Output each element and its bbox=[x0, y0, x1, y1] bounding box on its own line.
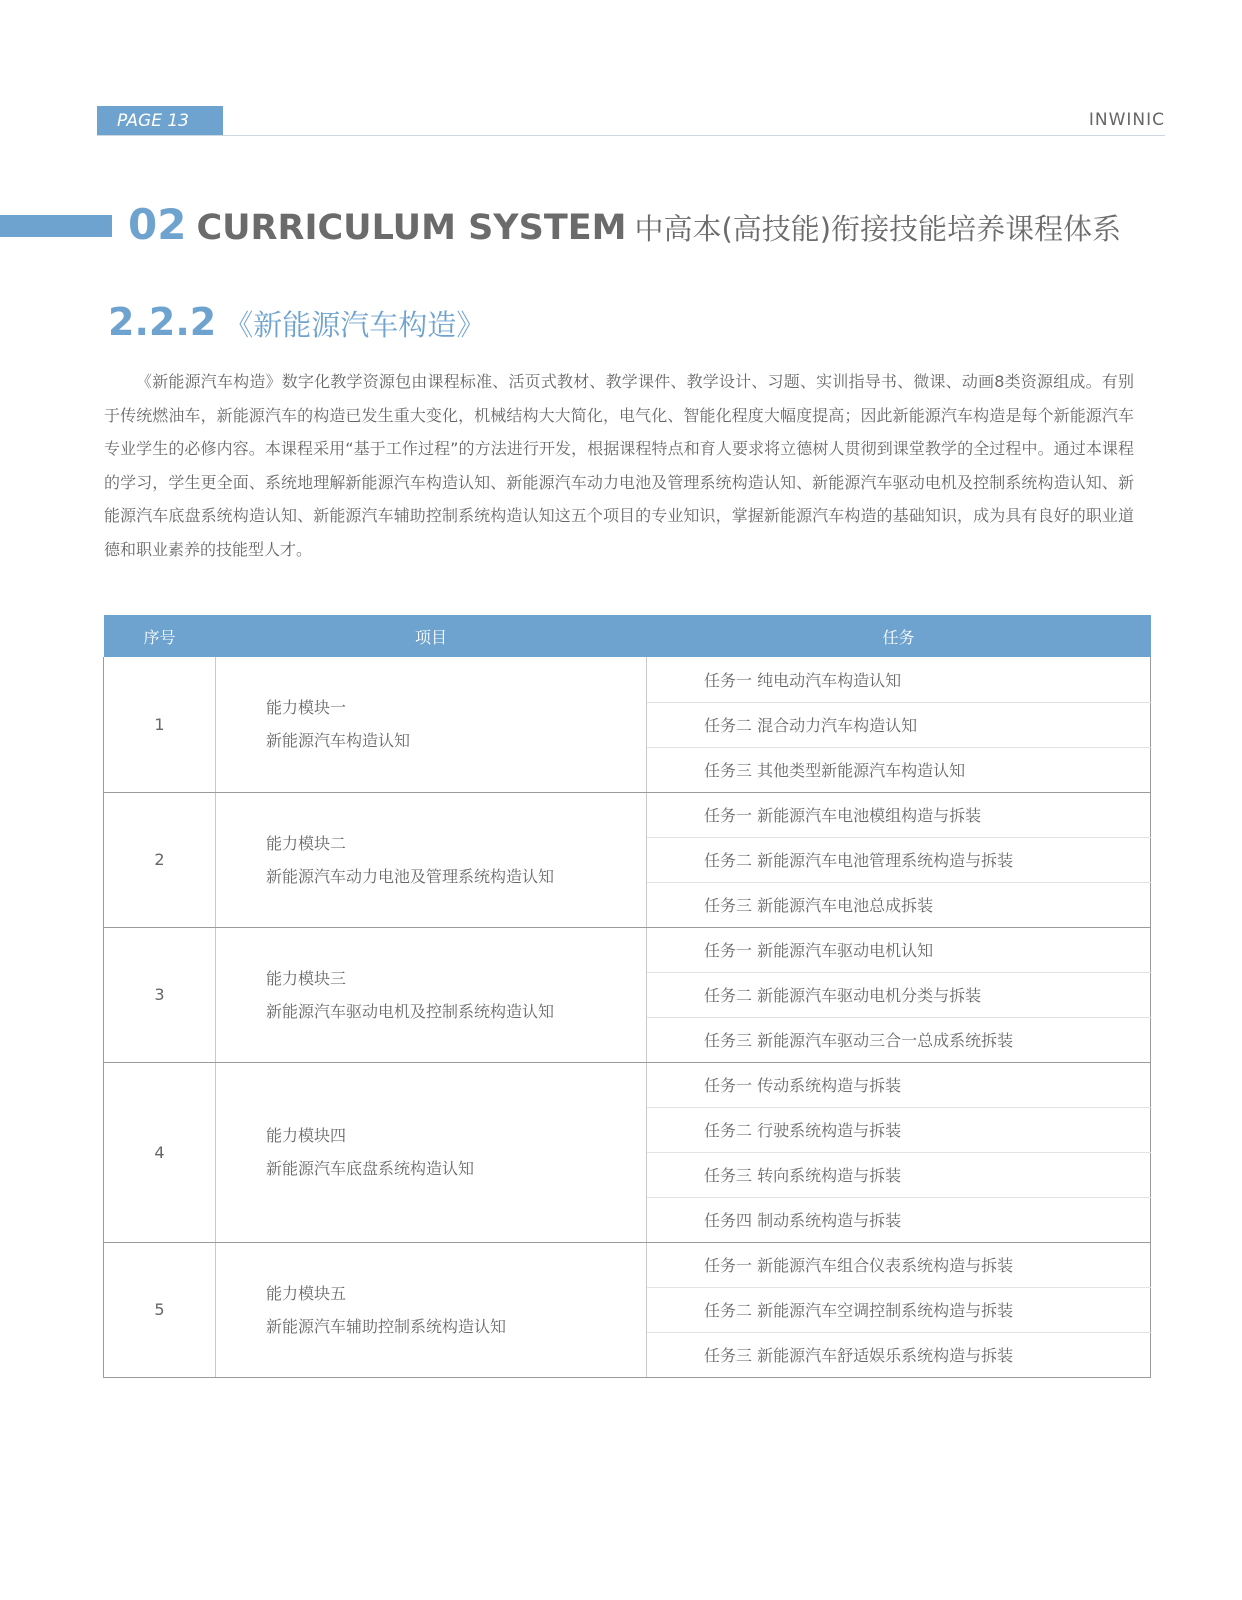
header-divider bbox=[97, 135, 1165, 136]
task-cell: 任务二 新能源汽车空调控制系统构造与拆装 bbox=[647, 1287, 1151, 1332]
row-number: 3 bbox=[104, 927, 216, 1062]
row-number: 2 bbox=[104, 792, 216, 927]
page-number-tag: PAGE 13 bbox=[97, 106, 223, 136]
task-cell: 任务三 新能源汽车电池总成拆装 bbox=[647, 882, 1151, 927]
section-accent-bar bbox=[0, 215, 112, 237]
module-label: 能力模块一 bbox=[266, 698, 347, 718]
curriculum-table bbox=[103, 615, 1151, 1378]
module-name: 新能源汽车构造认知 bbox=[266, 731, 411, 751]
table-body bbox=[104, 657, 1151, 1377]
task-cell: 任务二 新能源汽车电池管理系统构造与拆装 bbox=[647, 837, 1151, 882]
project-cell bbox=[216, 1062, 647, 1242]
table-row bbox=[104, 1062, 1151, 1107]
subsection-title bbox=[108, 300, 485, 344]
task-cell: 任务四 制动系统构造与拆装 bbox=[647, 1197, 1151, 1242]
intro-paragraph: 《新能源汽车构造》数字化教学资源包由课程标准、活页式教材、教学课件、教学设计、习题、实训指导书、微课、动画8类资源组成。有别于传统燃油车，新能源汽车的构造已发生重大变化，机械结构大大简化，电气化、智能化程度大幅度提高；因此新能源汽车构造是每个新能源汽车专业学生的必修内容。本课程采用“基于工作过程”的方法进行开发，根据课程特点和育人要求将立德树人贯彻到课堂教学的全过程中。通过本课程的学习，学生更全面、系统地理解新能源汽车构造认知、新能源汽车动力电池及管理系统构造认知、新能源汽车驱动电机及控制系统构造认知、新能源汽车底盘系统构造认知、新能源汽车辅助控制系统构造认知这五个项目的专业知识，掌握新能源汽车构造的基础知识，成为具有良好的职业道德和职业素养的技能型人才。 bbox=[104, 372, 1134, 559]
header-project: 项目 bbox=[216, 615, 647, 657]
module-name: 新能源汽车辅助控制系统构造认知 bbox=[266, 1316, 507, 1336]
curriculum-table-container bbox=[103, 615, 1151, 1393]
brand-name: INWINIC bbox=[1088, 110, 1165, 130]
section-number: 02 bbox=[128, 200, 187, 249]
table-header-row bbox=[104, 615, 1151, 657]
module-label: 能力模块四 bbox=[266, 1126, 347, 1145]
section-title bbox=[128, 200, 1121, 249]
table-row bbox=[104, 927, 1151, 972]
header-task: 任务 bbox=[647, 615, 1151, 657]
task-cell: 任务一 新能源汽车组合仪表系统构造与拆装 bbox=[647, 1242, 1151, 1287]
table-row bbox=[104, 657, 1151, 702]
section-english-title: CURRICULUM SYSTEM bbox=[196, 208, 627, 248]
subsection-number: 2.2.2 bbox=[108, 300, 217, 344]
table-row bbox=[104, 1242, 1151, 1287]
row-number: 4 bbox=[104, 1062, 216, 1242]
header-number: 序号 bbox=[104, 615, 216, 657]
section-chinese-title: 中高本(高技能)衔接技能培养课程体系 bbox=[634, 212, 1122, 246]
module-label: 能力模块五 bbox=[266, 1283, 347, 1303]
project-cell bbox=[216, 792, 647, 927]
task-cell: 任务三 新能源汽车驱动三合一总成系统拆装 bbox=[647, 1017, 1151, 1062]
project-cell bbox=[216, 927, 647, 1062]
task-cell: 任务二 新能源汽车驱动电机分类与拆装 bbox=[647, 972, 1151, 1017]
module-name: 新能源汽车底盘系统构造认知 bbox=[266, 1159, 475, 1178]
task-cell: 任务三 转向系统构造与拆装 bbox=[647, 1152, 1151, 1197]
module-name: 新能源汽车动力电池及管理系统构造认知 bbox=[266, 866, 555, 886]
task-cell: 任务一 纯电动汽车构造认知 bbox=[647, 657, 1151, 702]
task-cell: 任务一 新能源汽车电池模组构造与拆装 bbox=[647, 792, 1151, 837]
module-label: 能力模块二 bbox=[266, 833, 347, 853]
task-cell: 任务三 新能源汽车舒适娱乐系统构造与拆装 bbox=[647, 1332, 1151, 1377]
task-cell: 任务二 行驶系统构造与拆装 bbox=[647, 1107, 1151, 1152]
task-cell: 任务二 混合动力汽车构造认知 bbox=[647, 702, 1151, 747]
module-name: 新能源汽车驱动电机及控制系统构造认知 bbox=[266, 1001, 555, 1021]
task-cell: 任务三 其他类型新能源汽车构造认知 bbox=[647, 747, 1151, 792]
task-cell: 任务一 传动系统构造与拆装 bbox=[647, 1062, 1151, 1107]
project-cell bbox=[216, 657, 647, 792]
module-label: 能力模块三 bbox=[266, 968, 347, 988]
project-cell bbox=[216, 1242, 647, 1377]
subsection-name: 《新能源汽车构造》 bbox=[224, 308, 486, 342]
row-number: 5 bbox=[104, 1242, 216, 1377]
row-number: 1 bbox=[104, 657, 216, 792]
table-row bbox=[104, 792, 1151, 837]
task-cell: 任务一 新能源汽车驱动电机认知 bbox=[647, 927, 1151, 972]
